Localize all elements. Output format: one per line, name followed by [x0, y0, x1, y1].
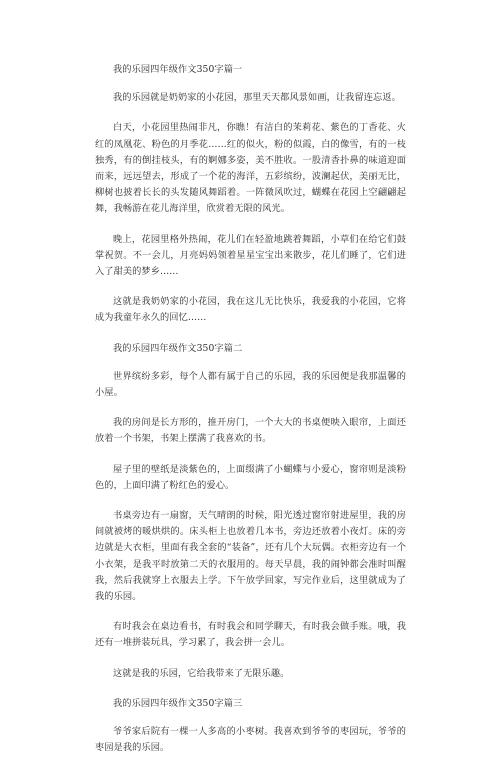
paragraph: 世界缤纷多彩，每个人都有属于自己的乐园，我的乐园便是我那温馨的小屋。 — [95, 370, 406, 399]
paragraph: 我的乐园就是奶奶家的小花园，那里天天都风景如画，让我留连忘返。 — [113, 92, 401, 104]
document-body — [95, 62, 406, 771]
paragraph: 晚上，花园里格外热闹，花儿们在轻盈地跳着舞蹈，小草们在给它们鼓掌祝贺。不一会儿，月亮妈妈领着星星宝宝出来散步，花儿们睡了，它们进入了甜美的梦乡…… — [95, 233, 406, 278]
essay-title-1: 我的乐园四年级作文350字篇一 — [113, 64, 243, 75]
paragraph: 这就是我奶奶家的小花园，我在这儿无比快乐，我爱我的小花园，它将成为我童年永久的回忆…… — [95, 296, 406, 324]
paragraph: 白天，小花园里热闹非凡，你瞧！有洁白的茉莉花、紫色的丁香花、火红的凤凰花、粉色的月季花……红的似火，粉的似霞，白的像雪，有的一枝独秀，有的倒挂枝头，有的婀娜多姿，美不胜收。一股清香扑鼻的味道迎面而来，远远望去，形成了一个花的海洋，五彩缤纷，波澜起伏，美丽无比，柳树也披着长长的头发随风舞蹈着。一阵微风吹过，蝴蝶在花园上空翩翩起舞，我畅游在花儿海洋里，欣赏着无限的风光。 — [95, 122, 406, 215]
paragraph: 爷爷家后院有一棵一人多高的小枣树。我喜欢到爷爷的枣园玩，爷爷的枣园是我的乐园。 — [95, 726, 406, 754]
paragraph: 屋子里的壁纸是淡紫色的，上面缀满了小蝴蝶与小爱心，窗帘则是淡粉色的，上面印满了粉红色的爱心。 — [95, 463, 406, 491]
paragraph: 有时我会在桌边看书，有时我会和同学聊天，有时我会做手账。哦，我还有一堆拼装玩具，学习累了，我会拼一会儿。 — [95, 621, 406, 649]
essay-title-3: 我的乐园四年级作文350字篇三 — [113, 697, 243, 709]
paragraph: 书桌旁边有一扇窗，天气晴朗的时候，阳光透过窗帘射进屋里，我的房间就被烤的暖烘烘的。床头柜上也放着几本书，旁边还放着小夜灯。床的旁边就是大衣柜，里面有我全套的“装备”，还有几个大玩偶。衣柜旁边有一个小衣架，是我平时放第二天的衣服用的。每天早晨，我的闹钟都会准时叫醒我，然后我就穿上衣服去上学。下午放学回家，写完作业后，这里就成为了我的乐园。 — [95, 510, 406, 603]
paragraph: 这就是我的乐园，它给我带来了无限乐趣。 — [113, 667, 290, 679]
paragraph: 我的房间是长方形的，推开房门，一个大大的书桌便映入眼帘，上面还放着一个书架，书架上摆满了我喜欢的书。 — [95, 417, 406, 445]
essay-title-2: 我的乐园四年级作文350字篇二 — [113, 342, 243, 354]
